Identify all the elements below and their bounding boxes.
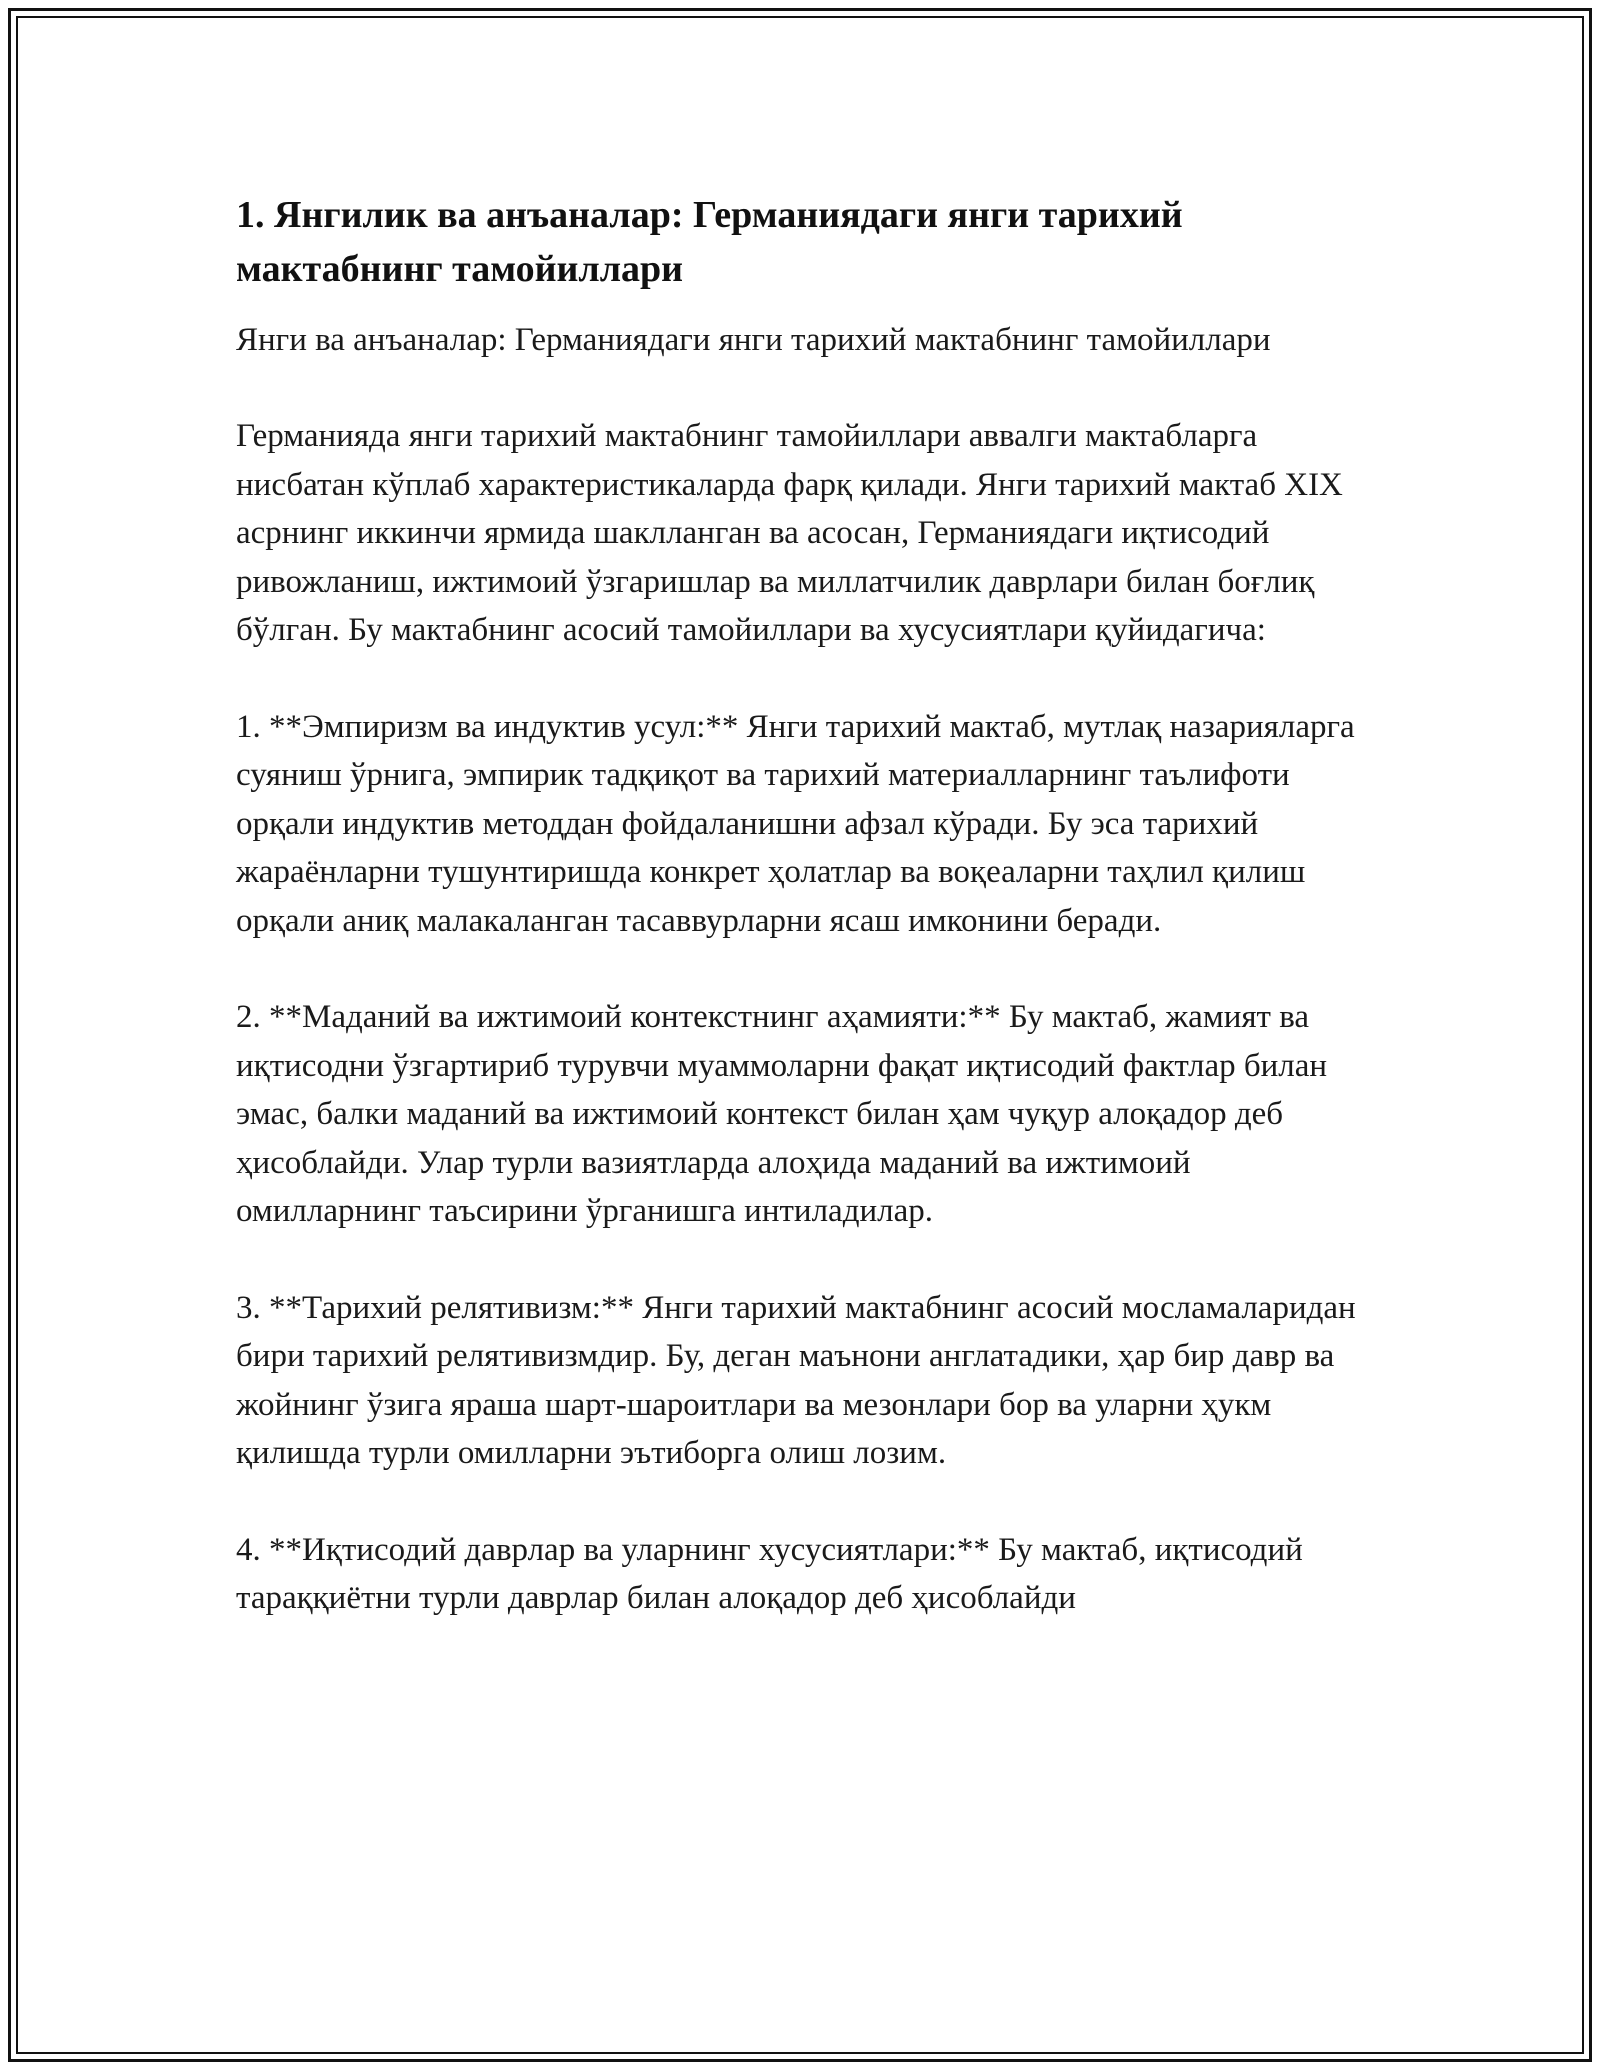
- list-item-1: 1. **Эмпиризм ва индуктив усул:** Янги тарихий мактаб, мутлақ назарияларга суяниш ўрнига, эмпирик тадқиқот ва тарихий материалларнинг таълифоти орқали индуктив методдан фойдаланишни афзал кўради. Бу эса тарихий жараёнларни тушунтиришда конкрет ҳолатлар ва воқеаларни таҳлил қилиш орқали аниқ малакаланган тасаввурларни ясаш имконини беради.: [236, 708, 1355, 939]
- document-title: 1. Янгилик ва анъаналар: Германиядаги янги тарихий мактабнинг тамойиллари: [236, 194, 1183, 290]
- document-subtitle: Янги ва анъаналар: Германиядаги янги тарихий мактабнинг тамойиллари: [236, 322, 1271, 358]
- list-item-2: 2. **Маданий ва ижтимоий контекстнинг аҳамияти:** Бу мактаб, жамият ва иқтисодни ўзгартириб турувчи муаммоларни фақат иқтисодий фактлар билан эмас, балки маданий ва ижтимоий контекст билан ҳам чуқур алоқадор деб ҳисоблайди. Улар турли вазиятларда алоҳида маданий ва ижтимоий омилларнинг таъсирини ўрганишга интиладилар.: [236, 999, 1328, 1229]
- intro-paragraph: Германияда янги тарихий мактабнинг тамойиллари аввалги мактабларга нисбатан кўплаб характеристикаларда фарқ қилади. Янги тарихий мактаб XIX асрнинг иккинчи ярмида шаклланган ва асосан, Германиядаги иқтисодий ривожланиш, ижтимоий ўзгаришлар ва миллатчилик даврлари билан боғлиқ бўлган. Бу мактабнинг асосий тамойиллари ва хусусиятлари қуйидагича:: [236, 418, 1343, 648]
- list-item-3: 3. **Тарихий релятивизм:** Янги тарихий мактабнинг асосий мосламаларидан бири тарихий релятивизмдир. Бу, деган маънони англатадики, ҳар бир давр ва жойнинг ўзига яраша шарт-шароитлари ва мезонлари бор ва уларни ҳукм қилишда турли омилларни эътиборга олиш лозим.: [236, 1289, 1356, 1471]
- document-body: [236, 188, 1376, 1623]
- list-item-4: 4. **Иқтисодий даврлар ва уларнинг хусусиятлари:** Бу мактаб, иқтисодий тараққиётни турли даврлар билан алоқадор деб ҳисоблайди: [236, 1531, 1303, 1616]
